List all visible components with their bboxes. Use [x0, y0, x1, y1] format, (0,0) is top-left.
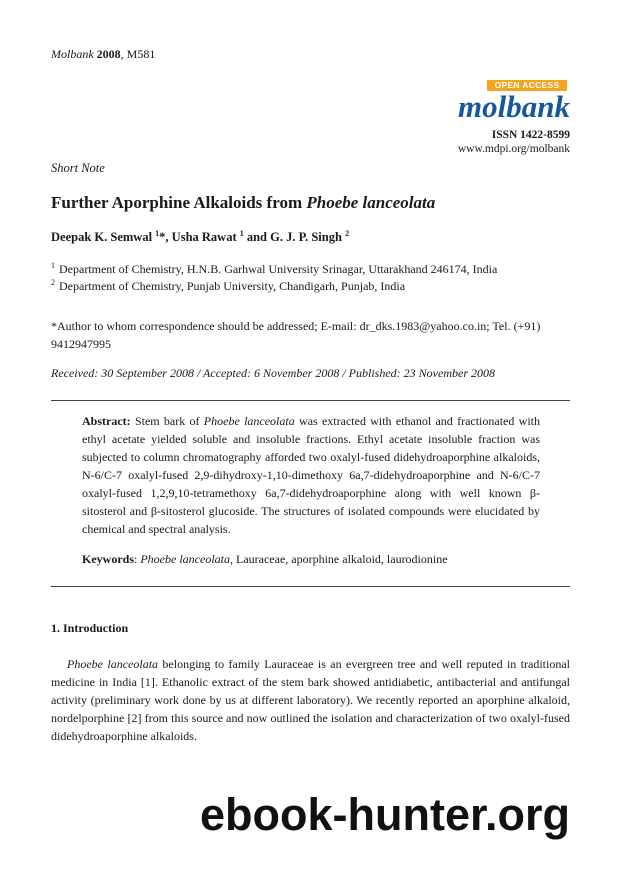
author-name: Usha Rawat: [171, 230, 237, 245]
affiliation-text: Department of Chemistry, H.N.B. Garhwal University Srinagar, Uttarakhand 246174, India: [59, 262, 498, 276]
journal-url[interactable]: www.mdpi.org/molbank: [457, 143, 570, 155]
author-affil-sup: 2: [345, 229, 350, 238]
keywords-species: Phoebe lanceolata: [140, 552, 230, 566]
author-list: [51, 229, 349, 245]
keywords-colon: :: [134, 552, 141, 566]
author-sep: and: [243, 230, 271, 245]
author-3: [270, 230, 349, 244]
keywords: [82, 552, 540, 567]
author-2: [172, 230, 270, 244]
top-divider: [51, 400, 570, 401]
intro-species: Phoebe lanceolata: [67, 657, 159, 671]
author-1: [51, 230, 172, 244]
issn: ISSN 1422-8599: [491, 129, 570, 141]
journal-reference: [51, 47, 155, 62]
journal-name: Molbank: [51, 47, 94, 61]
affiliation-number: 1: [51, 261, 55, 270]
author-sep: ,: [165, 230, 172, 245]
article-type: Short Note: [51, 161, 105, 175]
journal-year: 2008: [96, 47, 121, 61]
author-affil-sup: 1: [155, 229, 160, 238]
correspondence: *Author to whom correspondence should be addressed; E-mail: dr_dks.1983@yahoo.co.in; Tel. (+91) 9412947995: [51, 319, 541, 351]
intro-text: belonging to family Lauraceae is an evergreen tree and well reputed in traditional medicine in India [1]. Ethanolic extract of the stem bark showed antidiabetic, antibacterial and antifungal activity (preliminary work done by us at different laboratory). We recently reported an aporphine alkaloid, nordelporphine [2] from this source and now outlined the isolation and characterization of two oxalyl-fused didehydroaporphine alkaloids.: [51, 657, 571, 743]
open-access-badge: OPEN ACCESS: [487, 80, 567, 91]
affiliation-number: 2: [51, 278, 55, 287]
watermark-text: ebook-hunter.org: [200, 789, 570, 840]
title-species: Phoebe lanceolata: [306, 193, 436, 212]
keywords-label: Keywords: [82, 552, 134, 566]
keywords-rest: , Lauraceae, aporphine alkaloid, laurodionine: [229, 552, 448, 566]
publication-dates: Received: 30 September 2008 / Accepted: 6 November 2008 / Published: 23 November 2008: [51, 366, 495, 380]
affiliation-text: Department of Chemistry, Punjab University, Chandigarh, Punjab, India: [59, 279, 406, 293]
ref-comma: ,: [120, 47, 127, 61]
abstract-text-1: Stem bark of: [130, 414, 204, 428]
abstract: [82, 412, 540, 538]
bottom-divider: [51, 586, 570, 587]
article-id: M581: [126, 47, 156, 61]
affiliation-2: [51, 278, 405, 294]
author-name: Deepak K. Semwal: [51, 230, 153, 245]
article-title: [51, 193, 435, 213]
title-main: Further Aporphine Alkaloids from: [51, 193, 307, 212]
author-corr-mark: *: [159, 230, 166, 245]
author-affil-sup: 1: [239, 229, 244, 238]
affiliation-1: [51, 261, 497, 277]
abstract-species: Phoebe lanceolata: [203, 414, 295, 428]
introduction-paragraph: [51, 655, 570, 745]
journal-logo: molbank: [458, 89, 570, 124]
author-name: G. J. P. Singh: [270, 230, 342, 245]
abstract-text-2: was extracted with ethanol and fractionated with ethyl acetate yielded soluble and insoluble fractions. Ethyl acetate insoluble fraction was subjected to column chromatography afforded two oxalyl-fused didehydroaporphine alkaloids, N-6/C-7 oxalyl-fused 2,9-dihydroxy-1,10-dimethoxy 6a,7-didehydroaporphine and N-6/C-7 oxalyl-fused 1,2,9,10-tetramethoxy 6a,7-didehydroaporphine along with well known β-sitosterol and β-sitosterol glucoside. The structures of isolated compounds were elucidated by chemical and spectral analysis.: [82, 414, 540, 536]
section-heading: 1. Introduction: [51, 621, 129, 635]
abstract-label: Abstract:: [82, 414, 131, 428]
